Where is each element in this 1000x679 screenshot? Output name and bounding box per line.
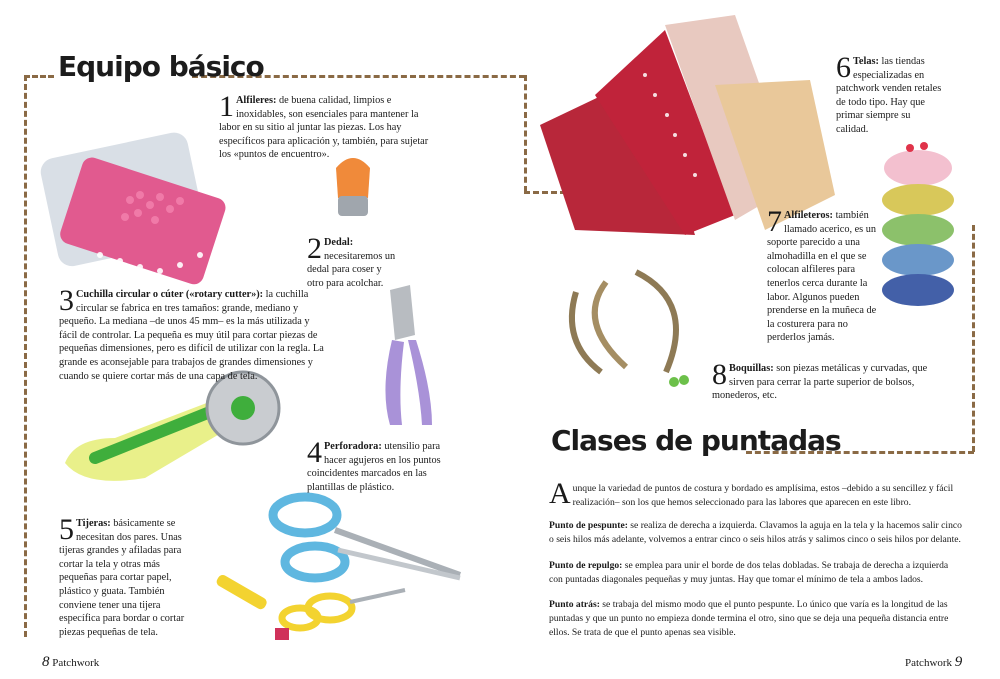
item-title: Telas: — [853, 56, 879, 67]
folio-left — [42, 654, 99, 671]
hole-punch-photo — [370, 280, 440, 430]
item-telas — [836, 51, 942, 137]
item-number: 6 — [836, 51, 851, 84]
frame-right — [972, 225, 975, 452]
stitches-intro — [549, 477, 964, 510]
intro-text: unque la variedad de puntos de costura y bordado es amplísima, estos –debido a su sencillez y fácil realización– son los que hemos seleccionado para las labores que aparecen en este libro. — [572, 483, 954, 508]
folio-right — [905, 654, 962, 671]
item-title: Boquillas: — [729, 363, 774, 374]
pincushion-stack-photo — [878, 128, 958, 318]
item-perforadora — [307, 436, 449, 494]
pin-tin-photo — [40, 105, 220, 275]
item-number: 3 — [59, 284, 74, 317]
page-number: 8 — [42, 654, 50, 670]
item-number: 4 — [307, 436, 322, 469]
item-text: son piezas metálicas y curvadas, que sirven para cerrar la parte superior de bolsos, monederos, etc. — [712, 363, 928, 402]
item-dedal — [307, 232, 399, 290]
item-text: las tiendas especializadas en patchwork venden retales de todo tipo. Hay que primar siempre su calidad. — [836, 56, 942, 135]
item-title: Tijeras: — [76, 518, 111, 529]
item-number: 2 — [307, 232, 322, 265]
item-number: 8 — [712, 358, 727, 391]
stitch-text: se emplea para unir el borde de dos telas dobladas. Se trabaja de derecha a izquierda con puntadas diagonales pequeñas y muy juntas. Hay que tomar el mínimo de tela a ambos lados. — [549, 560, 949, 585]
item-title: Alfileteros: — [784, 210, 833, 221]
stitch-pespunte — [549, 519, 964, 547]
item-boquillas — [712, 358, 932, 403]
dropcap: A — [549, 477, 571, 510]
stitch-title: Punto de repulgo: — [549, 560, 623, 571]
folio-label: Patchwork — [905, 657, 953, 669]
frame-left — [24, 75, 27, 637]
stitch-text: se realiza de derecha a izquierda. Clavamos la aguja en la tela y la hacemos salir cinco o seis hilos más adelante, volvemos a entrar cinco o seis hilos atrás y salimos cinco o seis hilos por delante. — [549, 520, 962, 545]
item-text: necesitaremos un dedal para coser y otro para acolchar. — [307, 250, 396, 289]
stitch-text: se trabaja del mismo modo que el punto pespunte. Lo único que varía es la longitud de las puntadas y que un punto no empieza donde termina el otro, sino que se deja una pequeña distancia entre ellos. Se trata de que el punto apenas sea visible. — [549, 599, 949, 638]
frame-top-mid — [524, 75, 527, 192]
item-text: también llamado acerico, es un soporte parecido a una almohadilla en el que se colocan alfileres para tenerlos cerca durante la labor. Algunos pueden prenderse en la muñeca de la costurera para no perderlos jamás. — [767, 210, 877, 344]
page-heading-puntadas: Clases de puntadas — [551, 424, 841, 457]
fabrics-photo — [535, 15, 835, 240]
item-tijeras — [59, 513, 189, 639]
item-title: Cuchilla circular o cúter («rotary cutter»): — [76, 289, 264, 300]
stitch-title: Punto de pespunte: — [549, 520, 628, 531]
item-alfileres — [219, 90, 439, 162]
page-number: 9 — [954, 654, 963, 670]
item-text: básicamente se necesitan dos pares. Unas tijeras grandes y afiladas para cortar la tela y otras más pequeñas para cortar papel, plástico y guata. También conviene tener una tijera específica para bordar o cortar piezas pequeñas de tela. — [59, 518, 185, 638]
item-alfileteros — [767, 205, 877, 345]
page-heading-equipo: Equipo básico — [58, 50, 264, 83]
item-text: utensilio para hacer agujeros en los puntos coincidentes marcados en las plantillas de plástico. — [307, 441, 441, 493]
rotary-cutter-photo — [55, 368, 285, 488]
folio-label: Patchwork — [52, 657, 100, 669]
item-number: 5 — [59, 513, 74, 546]
item-text: de buena calidad, limpios e inoxidables, son esenciales para mantener la labor en su sitio al juntar las piezas. Los hay específicos para aplicación y, también, para sujetar los «puntos de encuentro». — [219, 95, 429, 161]
item-number: 1 — [219, 90, 234, 123]
item-cuchilla — [59, 284, 324, 383]
scissors-photo — [210, 490, 470, 640]
item-title: Dedal: — [324, 237, 354, 248]
item-title: Perforadora: — [324, 441, 382, 452]
item-title: Alfileres: — [236, 95, 277, 106]
frame-top-left — [24, 75, 54, 78]
item-number: 7 — [767, 205, 782, 238]
purse-frames-photo — [556, 262, 706, 392]
stitch-title: Punto atrás: — [549, 599, 600, 610]
stitch-atras — [549, 598, 964, 640]
item-text: la cuchilla circular se fabrica en tres tamaños: grande, mediano y pequeño. La mediana –de unos 45 mm– es la más utilizada y fácil de controlar. La pequeña es muy útil para cortar piezas de pequeñas dimensiones, pero es difícil de utilizar con la regla. La grande es aconsejable para trabajos de grandes dimensiones y cuando se quiere cortar más de una capa de tela. — [59, 289, 324, 382]
stitch-repulgo — [549, 559, 964, 587]
